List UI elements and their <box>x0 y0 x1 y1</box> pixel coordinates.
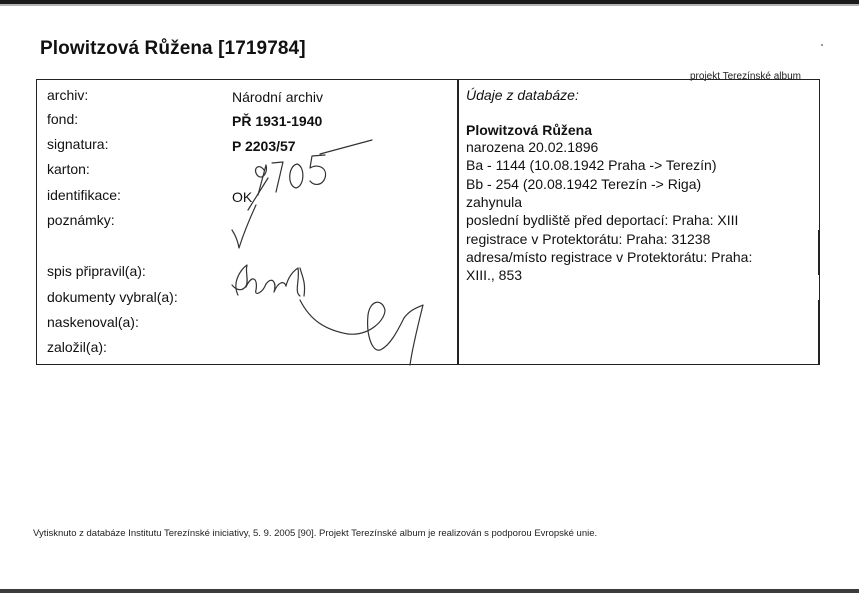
scan-top-shadow <box>0 4 859 6</box>
field-label-dokumenty-vybral: dokumenty vybral(a): <box>47 289 178 305</box>
field-label-fond: fond: <box>47 111 79 127</box>
field-value-identifikace: OK <box>232 189 253 205</box>
database-line: adresa/místo registrace v Protektorátu: Praha: <box>466 249 753 265</box>
field-value-signatura: P 2203/57 <box>232 138 296 154</box>
database-person-name: Plowitzová Růžena <box>466 122 593 138</box>
field-label-identifikace: identifikace: <box>47 187 121 203</box>
database-heading: Údaje z databáze: <box>466 87 579 103</box>
database-line: XIII., 853 <box>466 267 523 283</box>
database-line: zahynula <box>466 194 523 210</box>
database-line: Ba - 1144 (10.08.1942 Praha -> Terezín) <box>466 157 717 173</box>
card-divider <box>457 79 459 365</box>
field-label-naskenoval: naskenoval(a): <box>47 314 139 330</box>
scan-bottom-edge <box>0 589 859 593</box>
field-label-zalozil: založil(a): <box>47 339 107 355</box>
field-value-archiv: Národní archiv <box>232 89 324 105</box>
database-line: registrace v Protektorátu: Praha: 31238 <box>466 231 711 247</box>
field-label-spis-pripravil: spis připravil(a): <box>47 263 146 279</box>
page-title: Plowitzová Růžena [1719784] <box>40 38 306 59</box>
footer-note: Vytisknuto z databáze Institutu Terezínské iniciativy, 5. 9. 2005 [90]. Projekt Terezínské album je realizován s podporou Evropské unie. <box>33 528 598 539</box>
project-label: projekt Terezínské album <box>690 71 801 82</box>
card-edge-mark <box>818 230 820 275</box>
field-label-poznamky: poznámky: <box>47 212 115 228</box>
card-edge-mark <box>818 300 820 365</box>
scan-speck <box>821 44 823 46</box>
database-line: narozena 20.02.1896 <box>466 139 599 155</box>
field-value-fond: PŘ 1931-1940 <box>232 113 323 129</box>
field-label-archiv: archiv: <box>47 87 89 103</box>
field-label-karton: karton: <box>47 161 90 177</box>
database-line: poslední bydliště před deportací: Praha: XIII <box>466 212 739 228</box>
database-line: Bb - 254 (20.08.1942 Terezín -> Riga) <box>466 176 702 192</box>
field-label-signatura: signatura: <box>47 136 109 152</box>
